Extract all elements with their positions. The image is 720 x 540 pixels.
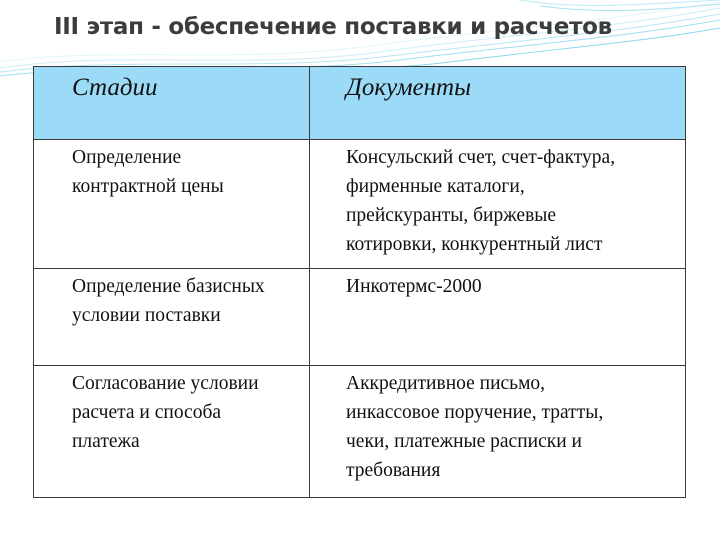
stages-documents-table bbox=[33, 66, 686, 498]
table-row bbox=[34, 366, 686, 498]
stage-cell bbox=[34, 366, 310, 498]
documents-text: Консульский счет, счет-фактура, фирменные каталоги, прейскуранты, биржевые котировки, конкурентный лист bbox=[346, 147, 616, 255]
documents-text: Аккредитивное письмо, инкассовое поручение, тратты, чеки, платежные расписки и требования bbox=[346, 373, 604, 481]
documents-cell bbox=[310, 140, 686, 269]
stage-cell bbox=[34, 140, 310, 269]
stage-text: Определение контрактной цены bbox=[72, 147, 224, 197]
header-cell-documents bbox=[310, 67, 686, 140]
stage-cell bbox=[34, 269, 310, 366]
table-row bbox=[34, 269, 686, 366]
stage-text: Согласование условии расчета и способа платежа bbox=[72, 373, 259, 452]
header-stages-label: Стадии bbox=[72, 74, 158, 101]
stage-text: Определение базисных условии поставки bbox=[72, 276, 265, 326]
slide-title: III этап - обеспечение поставки и расчетов bbox=[54, 14, 612, 40]
documents-cell bbox=[310, 269, 686, 366]
documents-cell bbox=[310, 366, 686, 498]
table-row bbox=[34, 140, 686, 269]
header-documents-label: Документы bbox=[346, 74, 472, 101]
header-cell-stages bbox=[34, 67, 310, 140]
table-header-row bbox=[34, 67, 686, 140]
documents-text: Инкотермс-2000 bbox=[346, 276, 482, 297]
